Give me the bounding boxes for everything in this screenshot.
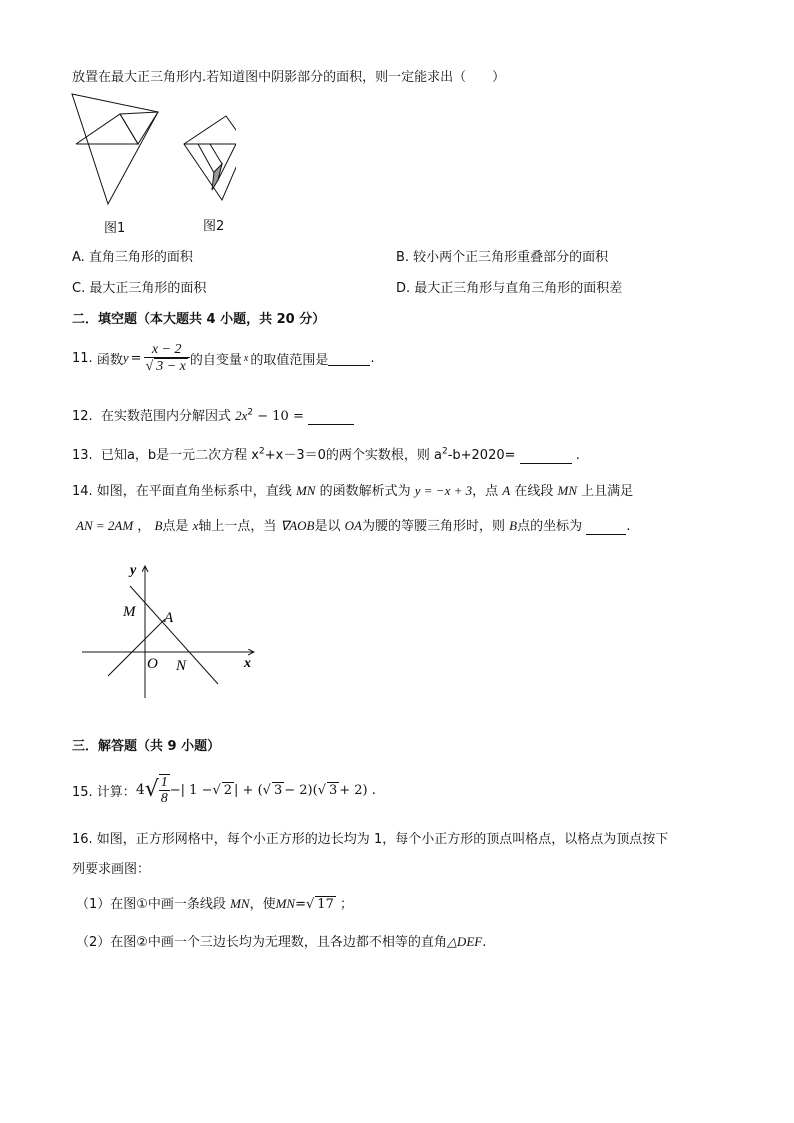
q11-var: x [243, 352, 249, 364]
q14-text: ， [137, 519, 151, 534]
q12-exp: 2 [247, 407, 254, 418]
q15-text: − 2)( [284, 782, 318, 798]
option-b: B. 较小两个正三角形重叠部分的面积 [396, 250, 609, 265]
q11 [72, 338, 375, 378]
q14-text: ，点 [472, 484, 499, 499]
q14-formula: y = −x + 3 [414, 483, 473, 498]
q14-point-b: B [509, 518, 518, 533]
section2-title: 二．填空题（本大题共 4 小题，共 20 分） [72, 312, 326, 327]
q15-coef: 4 [135, 782, 145, 798]
q12-expr: 2x [235, 408, 248, 423]
q11-pre: 函数 [96, 352, 123, 368]
q14-triangle: ∇AOB [280, 518, 315, 533]
fig2-inner-line [210, 144, 222, 164]
q12-number: 12. [72, 409, 93, 424]
q13 [72, 444, 580, 464]
q14-x: x [192, 518, 199, 533]
q16-line2: 列要求画图： [72, 862, 151, 877]
q16-text: （2）在图②中画一个三边长均为无理数，且各边都不相等的直角 [76, 935, 447, 950]
q13-end: . [575, 448, 580, 463]
q16-item2 [76, 931, 486, 950]
option-a: A. 直角三角形的面积 [72, 250, 193, 265]
line-mn [130, 586, 218, 684]
q13-number: 13. [72, 448, 93, 463]
q13-pre: 已知a，b是一元二次方程 x [100, 448, 259, 463]
q10-stem: 放置在最大正三角形内.若知道图中阴影部分的面积，则一定能求出（ ） [72, 70, 506, 85]
q16-text: . [482, 935, 487, 950]
q15-radicand: 3 [328, 783, 338, 798]
q13-mid: +x－3＝0的两个实数根，则 a [264, 448, 442, 463]
fig2-outer [184, 116, 236, 200]
x-axis-label: x [244, 656, 251, 671]
fig2-shaded-region [212, 164, 222, 190]
q16-mn: MN [230, 896, 250, 911]
fig1-mid-triangle [76, 114, 138, 144]
q11-frac-den: √ 3 − x [145, 359, 186, 374]
section3-title: 三．解答题（共 9 小题） [72, 739, 221, 754]
q12-expr2: − 10 = [253, 409, 304, 424]
option-c: C. 最大正三角形的面积 [72, 281, 207, 296]
q11-radicand: 3 − x [156, 359, 186, 374]
fig1-small-triangle [120, 112, 158, 144]
q11-fraction [144, 342, 190, 375]
q11-post: 的自变量 [189, 352, 242, 368]
q14-oa: OA [344, 518, 362, 533]
q16-triangle: △DEF [446, 934, 483, 949]
q16-line1: 16. 如图，正方形网格中，每个小正方形的边长均为 1，每个小正方形的顶点叫格点，以格点为顶点按下 [72, 832, 669, 847]
q12-pre: 在实数范围内分解因式 [100, 409, 231, 424]
q14-line1 [72, 480, 633, 499]
q14-point-a: A [502, 483, 511, 498]
q14-text: 为腰的等腰三角形时，则 [361, 519, 505, 534]
q11-answer-blank [328, 350, 370, 366]
q14-text: 的函数解析式为 [319, 484, 411, 499]
option-d: D. 最大正三角形与直角三角形的面积差 [396, 281, 623, 296]
y-axis-label: y [130, 563, 137, 578]
q14-text: 上且满足 [581, 484, 634, 499]
q14-text: 点是 [162, 519, 189, 534]
q15-pre: 15. 计算： [72, 784, 136, 800]
q14-mn: MN [557, 483, 578, 498]
q15-frac-num: 1 [160, 774, 168, 790]
q14-coordinate-graph [78, 556, 268, 706]
q14-condition: AN = 2AM [76, 518, 134, 533]
q16-radicand: 17 [317, 897, 334, 912]
q15: 15. 计算： 4 √ $\frac{1}{8}$ −| 1 − √ 2 | + ( √ 3 − 2)( √ 3 + 2) . [72, 774, 376, 806]
q14-text: 轴上一点，当 [198, 519, 277, 534]
q15-radicand: 3 [273, 783, 283, 798]
q14-line2 [76, 515, 630, 535]
q13-post: -b+2020= [447, 448, 516, 463]
q16-eq: = [295, 897, 306, 912]
q11-post2: 的取值范围是 [250, 352, 329, 368]
q16-mn: MN [275, 896, 296, 911]
q16-item1: （1）在图①中画一条线段 MN，使MN=√ 17 ； [76, 896, 353, 912]
q16-text: ，使 [249, 897, 276, 912]
q12-answer-blank [308, 409, 354, 425]
q16-text: ； [339, 897, 353, 912]
q13-exp: 2 [259, 446, 265, 457]
q13-exp2: 2 [441, 446, 448, 457]
q15-text: −| 1 − [169, 782, 213, 798]
q11-end: . [370, 350, 375, 366]
q14-point-b: B [154, 518, 163, 533]
q15-text: | + ( [234, 782, 263, 798]
label-a: A [164, 610, 174, 626]
figure-1 [72, 94, 158, 204]
q15-end: + 2) . [339, 782, 376, 798]
fig2-caption: 图2 [203, 219, 225, 234]
q11-number: 11. [72, 350, 93, 366]
q11-y: y [122, 350, 129, 365]
q14-text: 14. 如图，在平面直角坐标系中，直线 [72, 484, 292, 499]
q14-mn: MN [295, 483, 316, 498]
q15-radicand: 2 [223, 783, 233, 798]
label-m: M [123, 604, 136, 620]
label-n: N [176, 658, 187, 674]
fig1-caption: 图1 [104, 221, 126, 236]
label-o: O [147, 656, 158, 672]
q13-answer-blank [520, 448, 572, 464]
q10-figures [66, 92, 236, 217]
q11-frac-num: x − 2 [144, 342, 190, 358]
q14-answer-blank [586, 519, 626, 535]
q14-text: 点的坐标为 [517, 519, 583, 534]
q16-text: （1）在图①中画一条线段 [76, 897, 226, 912]
q14-text: 是以 [314, 519, 341, 534]
q15-frac-den: 8 [160, 791, 168, 806]
q14-text: 在线段 [514, 484, 554, 499]
q12 [72, 405, 354, 425]
fig1-outer-triangle [72, 94, 158, 204]
q11-eq: = [130, 350, 142, 366]
q14-end: . [626, 519, 631, 534]
q15-sqrt-fraction [159, 774, 170, 807]
figure-2 [184, 116, 236, 200]
